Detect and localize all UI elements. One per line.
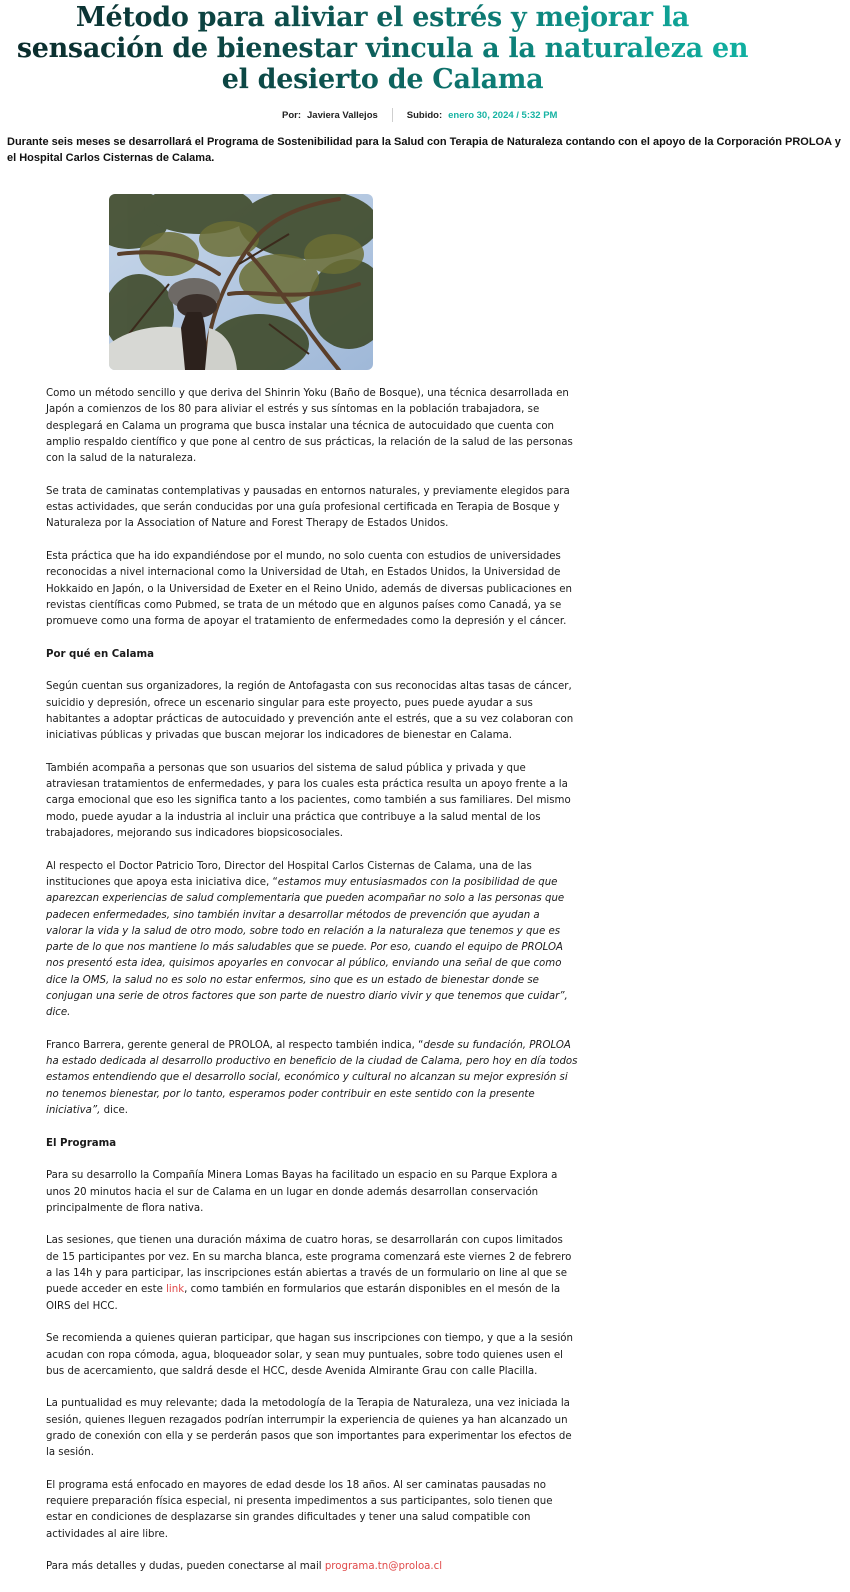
article-byline <box>282 108 557 122</box>
quote-intro: Al respecto el Doctor Patricio Toro, Director del Hospital Carlos Cisternas de Calama, una de las instituciones que apoya esta iniciativa dice, “ <box>46 860 532 888</box>
author-name: Javiera Vallejos <box>307 109 378 121</box>
publish-date: enero 30, 2024 / 5:32 PM <box>448 109 558 121</box>
body-paragraph: Se recomienda a quienes quieran participar, que hagan sus inscripciones con tiempo, y que a la sesión acudan con ropa cómoda, agua, bloqueador solar, y sean muy puntuales, sobre todo quienes usen el bus de acercamiento, que saldrá desde el HCC, desde Avenida Almirante Grau con calle Placilla. <box>46 1333 573 1377</box>
body-paragraph: El programa está enfocado en mayores de edad desde los 18 años. Al ser caminatas pausadas no requiere preparación física especial, ni presenta impedimentos a sus participantes, solo tienen que estar en condiciones de desplazarse sin grandes dificultades y tener una salud compatible con actividades al aire libre. <box>46 1479 553 1540</box>
body-paragraph <box>46 1559 578 1575</box>
article-title: Método para aliviar el estrés y mejorar la sensación de bienestar vincula a la naturaleza en el desierto de Calama <box>0 2 765 95</box>
contact-email-link[interactable]: programa.tn@proloa.cl <box>324 1561 443 1573</box>
byline-divider <box>392 108 393 122</box>
body-paragraph <box>46 859 578 1022</box>
body-paragraph: Según cuentan sus organizadores, la región de Antofagasta con sus reconocidas altas tasas de cáncer, suicidio y depresión, ofrece un escenario singular para este proyecto, pues puede ayudar a sus habitantes a adoptar prácticas de autocuidado y prevención ante el estrés, que a su vez colaboran con iniciativas públicas y privadas que buscan mejorar los indicadores de bienestar en Calama. <box>46 681 574 742</box>
paragraph-text: , como también en formularios que estarán disponibles en el mesón de la OIRS del HCC. <box>46 1284 561 1312</box>
quote-intro: Franco Barrera, gerente general de PROLOA, al respecto también indica, “ <box>46 1039 424 1051</box>
quote-end: dice. <box>100 1105 129 1117</box>
quote-text: desde su fundación, PROLOA ha estado dedicada al desarrollo productivo en beneficio de la ciudad de Calama, pero hoy en día todos estamos entendiendo que el desarrollo social, económico y cultural no alcanzan su mejor expresión si no tenemos bienestar, por lo tanto, esperamos poder contribuir en este sentido con la presente iniciativa”, <box>46 1039 578 1117</box>
body-paragraph: Para su desarrollo la Compañía Minera Lomas Bayas ha facilitado un espacio en su Parque Explora a unos 20 minutos hacia el sur de Calama en un lugar en donde además desarrollan conservación principalmente de flora nativa. <box>46 1170 558 1214</box>
paragraph-text: Para más detalles y dudas, pueden conectarse al mail <box>46 1561 325 1573</box>
body-paragraph: Esta práctica que ha ido expandiéndose por el mundo, no solo cuenta con estudios de universidades reconocidas a nivel internacional como la Universidad de Utah, en Estados Unidos, la Universidad de Hokkaido en Japón, o la Universidad de Exeter en el Reino Unido, además de diversas publicaciones en revistas científicas como Pubmed, se trata de un método que en algunos países como Canadá, ya se promueve como una forma de apoyar el tratamiento de enfermedades como la depresión y el cáncer. <box>46 550 572 628</box>
body-paragraph: La puntualidad es muy relevante; dada la metodología de la Terapia de Naturaleza, una vez iniciada la sesión, quienes lleguen rezagados podrían interrumpir la experiencia de quienes ya han alcanzado un grado de conexión con ella y se perderán pasos que son importantes para experimentar los efectos de la sesión. <box>46 1398 572 1459</box>
paragraph-text: Las sesiones, que tienen una duración máxima de cuatro horas, se desarrollarán con cupos limitados de 15 participantes por vez. En su marcha blanca, este programa comenzará este viernes 2 de febrero a las 14h y para participar, las inscripciones están abiertas a través de un formulario on line al que se puede acceder en este <box>46 1235 572 1296</box>
body-paragraph: También acompaña a personas que son usuarios del sistema de salud pública y privada y que atraviesan tratamientos de enfermedades, y para los cuales esta práctica resulta un apoyo frente a la carga emocional que eso les significa tanto a los pacientes, como también a sus familiares. Del mismo modo, puede ayudar a la industria al incluir una práctica que contribuye a la salud mental de los trabajadores, mejorando sus indicadores biopsicosociales. <box>46 762 571 840</box>
uploaded-label: Subido: <box>406 109 443 121</box>
article-photo <box>109 194 373 370</box>
body-paragraph <box>46 1038 578 1119</box>
body-paragraph: Como un método sencillo y que deriva del Shinrin Yoku (Baño de Bosque), una técnica desarrollada en Japón a comienzos de los 80 para aliviar el estrés y sus síntomas en la población trabajadora, se desplegará en Calama un programa que busca instalar una técnica de autocuidado que cuenta con amplio respaldo científico y que pone al centro de sus prácticas, la relación de la salud de las personas con la salud de la naturaleza. <box>46 388 573 465</box>
body-paragraph: Se trata de caminatas contemplativas y pausadas en entornos naturales, y previamente elegidos para estas actividades, que serán conducidas por una guía profesional certificada en Terapia de Bosque y Naturaleza por la Association of Nature and Forest Therapy de Estados Unidos. <box>46 485 570 530</box>
section-heading: El Programa <box>46 1137 117 1149</box>
article-body <box>46 386 578 1592</box>
body-paragraph <box>46 1233 578 1314</box>
article-lead: Durante seis meses se desarrollará el Programa de Sostenibilidad para la Salud con Terapia de Naturaleza contando con el apoyo de la Corporación PROLOA y el Hospital Carlos Cisternas de Calama. <box>7 136 841 164</box>
registration-link[interactable]: link <box>166 1284 185 1296</box>
section-heading: Por qué en Calama <box>46 648 154 660</box>
quote-text: estamos muy entusiasmados con la posibilidad de que aparezcan experiencias de salud complementaria que pueden acompañar no solo a las personas que padecen enfermedades, sino también invitar a desarrollar métodos de prevención que ayudan a valorar la vida y la salud de otro modo, sobre todo en relación a la naturaleza que tenemos y que es parte de lo que nos mantiene lo más saludables que se puede. Por eso, cuando el equipo de PROLOA nos presentó esta idea, quisimos apoyarles en convocar al público, enviando una señal de que como dice la OMS, la salud no es solo no estar enfermos, sino que es un estado de bienestar donde se conjugan una serie de otros factores que son parte de nuestro diario vivir y que tenemos que cuidar”, dice. <box>46 876 568 1019</box>
author-label: Por: <box>282 109 301 121</box>
